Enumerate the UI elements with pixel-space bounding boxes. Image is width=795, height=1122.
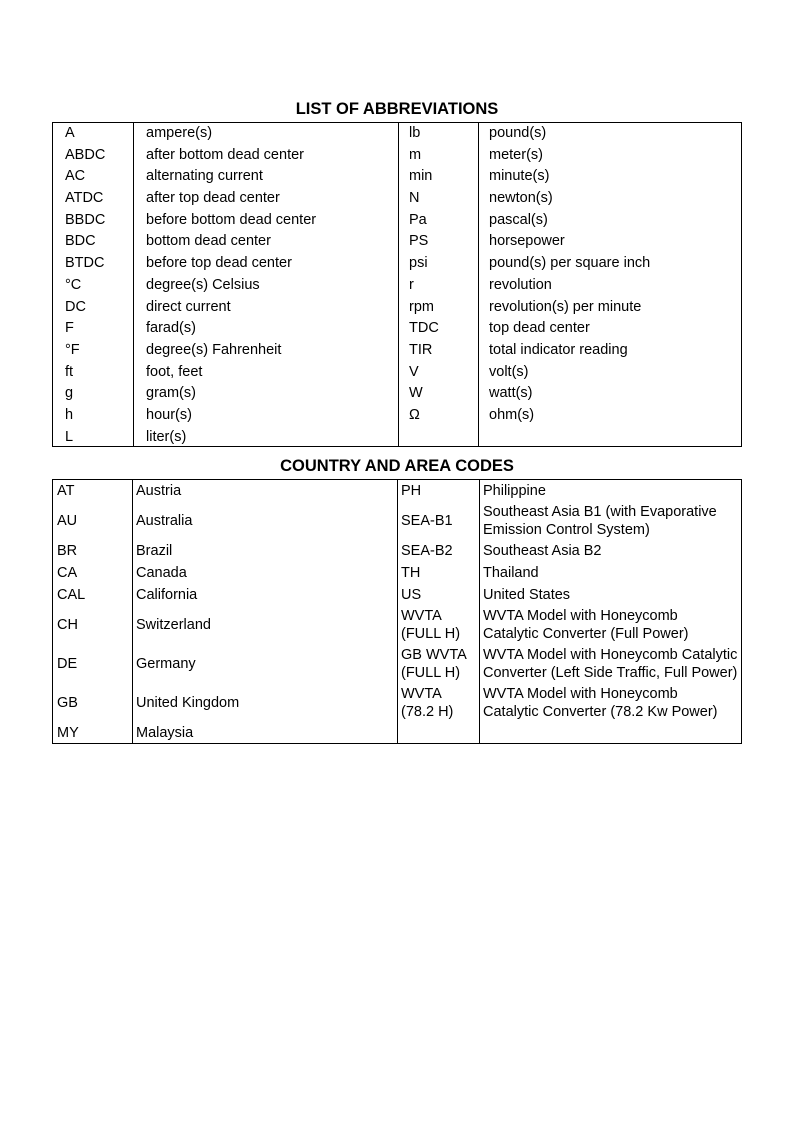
meaning-cell: after bottom dead center	[146, 146, 304, 163]
country-name-cell: Southeast Asia B2	[483, 543, 602, 559]
abbreviation-cell: BDC	[65, 233, 96, 250]
country-code-cell: GB	[57, 695, 78, 711]
meaning-cell: bottom dead center	[146, 233, 271, 250]
abbreviation-cell: ft	[65, 363, 74, 380]
country-name-cell: Australia	[136, 513, 193, 529]
column-divider	[398, 123, 399, 446]
country-code-cell: CAL	[57, 587, 86, 603]
column-divider	[133, 123, 134, 446]
meaning-cell: total indicator reading	[489, 341, 628, 358]
column-divider	[479, 480, 480, 743]
code-column-left	[57, 480, 85, 743]
meaning-cell: watt(s)	[489, 385, 533, 402]
abbreviation-cell: BTDC	[65, 255, 105, 272]
meaning-cell: ohm(s)	[489, 406, 535, 423]
country-name-cell: Philippine	[483, 483, 546, 499]
meaning-cell: horsepower	[489, 233, 565, 250]
meaning-cell: degree(s) Celsius	[146, 276, 260, 293]
abbreviations-table	[52, 122, 742, 447]
country-code-cell: WVTA (78.2 H)	[401, 686, 454, 720]
abbreviation-cell: lb	[409, 125, 421, 141]
abbreviation-cell: ATDC	[65, 190, 104, 207]
abbreviation-cell: r	[409, 276, 414, 293]
meaning-cell: direct current	[146, 298, 231, 315]
abbreviation-cell: TIR	[409, 341, 433, 358]
column-divider	[132, 480, 133, 743]
meaning-cell: degree(s) Fahrenheit	[146, 341, 282, 358]
abbreviation-cell: DC	[65, 298, 86, 315]
abbreviation-cell: psi	[409, 255, 428, 272]
country-code-cell: CH	[57, 617, 78, 633]
meaning-cell: gram(s)	[146, 385, 196, 402]
abbreviation-cell: Ω	[409, 406, 420, 423]
country-name-cell: Malaysia	[136, 724, 194, 741]
country-code-cell: SEA-B1	[401, 513, 453, 529]
abbreviation-cell: N	[409, 190, 420, 207]
country-name-cell: Canada	[136, 565, 187, 581]
country-code-cell: TH	[401, 565, 421, 581]
meaning-cell: revolution(s) per minute	[489, 298, 642, 315]
code-column-right	[401, 480, 467, 722]
meaning-cell: hour(s)	[146, 406, 192, 423]
country-code-cell: MY	[57, 724, 79, 741]
meaning-cell: pound(s)	[489, 125, 547, 141]
abbreviation-cell: TDC	[409, 320, 439, 337]
abbreviations-title: LIST OF ABBREVIATIONS	[295, 100, 499, 118]
meaning-cell: foot, feet	[146, 363, 203, 380]
country-code-cell: DE	[57, 656, 78, 672]
meaning-cell: before top dead center	[146, 255, 292, 272]
country-name-cell: California	[136, 587, 198, 603]
abbreviation-cell: BBDC	[65, 211, 106, 228]
meaning-cell: meter(s)	[489, 146, 543, 163]
country-name-cell: WVTA Model with Honeycomb Catalytic Converter (Left Side Traffic, Full Power)	[483, 647, 738, 681]
column-divider	[397, 480, 398, 743]
abbreviation-cell: h	[65, 406, 74, 423]
name-column-right	[483, 480, 737, 722]
country-code-cell: PH	[401, 483, 422, 499]
abbreviation-cell: °C	[65, 276, 82, 293]
meaning-cell: pound(s) per square inch	[489, 255, 651, 272]
country-code-cell: GB WVTA (FULL H)	[401, 647, 467, 681]
country-code-cell: AU	[57, 513, 78, 529]
column-divider	[478, 123, 479, 446]
country-code-cell: BR	[57, 543, 78, 559]
country-code-cell: CA	[57, 565, 78, 581]
meaning-cell: farad(s)	[146, 320, 196, 337]
abbreviation-cell: rpm	[409, 298, 434, 315]
meaning-cell: top dead center	[489, 320, 590, 337]
country-code-cell: AT	[57, 483, 75, 499]
country-name-cell: Thailand	[483, 565, 539, 581]
meaning-cell: before bottom dead center	[146, 211, 317, 228]
meaning-cell: minute(s)	[489, 168, 550, 185]
abbreviation-cell: m	[409, 146, 422, 163]
country-code-cell: WVTA (FULL H)	[401, 608, 461, 642]
country-name-cell: WVTA Model with Honeycomb Catalytic Converter (Full Power)	[483, 608, 689, 642]
meaning-cell: pascal(s)	[489, 211, 548, 228]
abbreviation-column-right	[409, 123, 439, 427]
abbreviation-cell: ABDC	[65, 146, 106, 163]
meaning-cell: liter(s)	[146, 428, 187, 445]
abbreviation-cell: F	[65, 320, 74, 337]
meaning-cell: revolution	[489, 276, 552, 293]
meaning-column-left	[146, 123, 316, 448]
country-codes-title: COUNTRY AND AREA CODES	[280, 457, 514, 475]
country-code-cell: US	[401, 587, 422, 603]
country-name-cell: Brazil	[136, 543, 173, 559]
meaning-column-right	[489, 123, 650, 427]
name-column-left	[136, 480, 239, 743]
country-name-cell: WVTA Model with Honeycomb Catalytic Converter (78.2 Kw Power)	[483, 686, 718, 720]
abbreviation-cell: AC	[65, 168, 86, 185]
abbreviation-cell: W	[409, 385, 423, 402]
meaning-cell: alternating current	[146, 168, 263, 185]
abbreviation-cell: PS	[409, 233, 429, 250]
country-codes-table	[52, 479, 742, 744]
country-name-cell: United States	[483, 587, 571, 603]
abbreviation-cell: L	[65, 428, 74, 445]
abbreviation-cell: g	[65, 385, 74, 402]
abbreviation-cell: Pa	[409, 211, 427, 228]
meaning-cell: newton(s)	[489, 190, 553, 207]
country-name-cell: Austria	[136, 483, 182, 499]
abbreviation-cell: A	[65, 125, 75, 141]
country-name-cell: Germany	[136, 656, 196, 672]
meaning-cell: volt(s)	[489, 363, 529, 380]
country-name-cell: United Kingdom	[136, 695, 240, 711]
abbreviation-cell: min	[409, 168, 433, 185]
abbreviation-column-left	[65, 123, 105, 448]
abbreviation-cell: °F	[65, 341, 80, 358]
meaning-cell: ampere(s)	[146, 125, 213, 141]
meaning-cell: after top dead center	[146, 190, 280, 207]
country-code-cell: SEA-B2	[401, 543, 453, 559]
country-name-cell: Southeast Asia B1 (with Evaporative Emission Control System)	[483, 504, 717, 538]
country-name-cell: Switzerland	[136, 617, 211, 633]
abbreviation-cell: V	[409, 363, 419, 380]
